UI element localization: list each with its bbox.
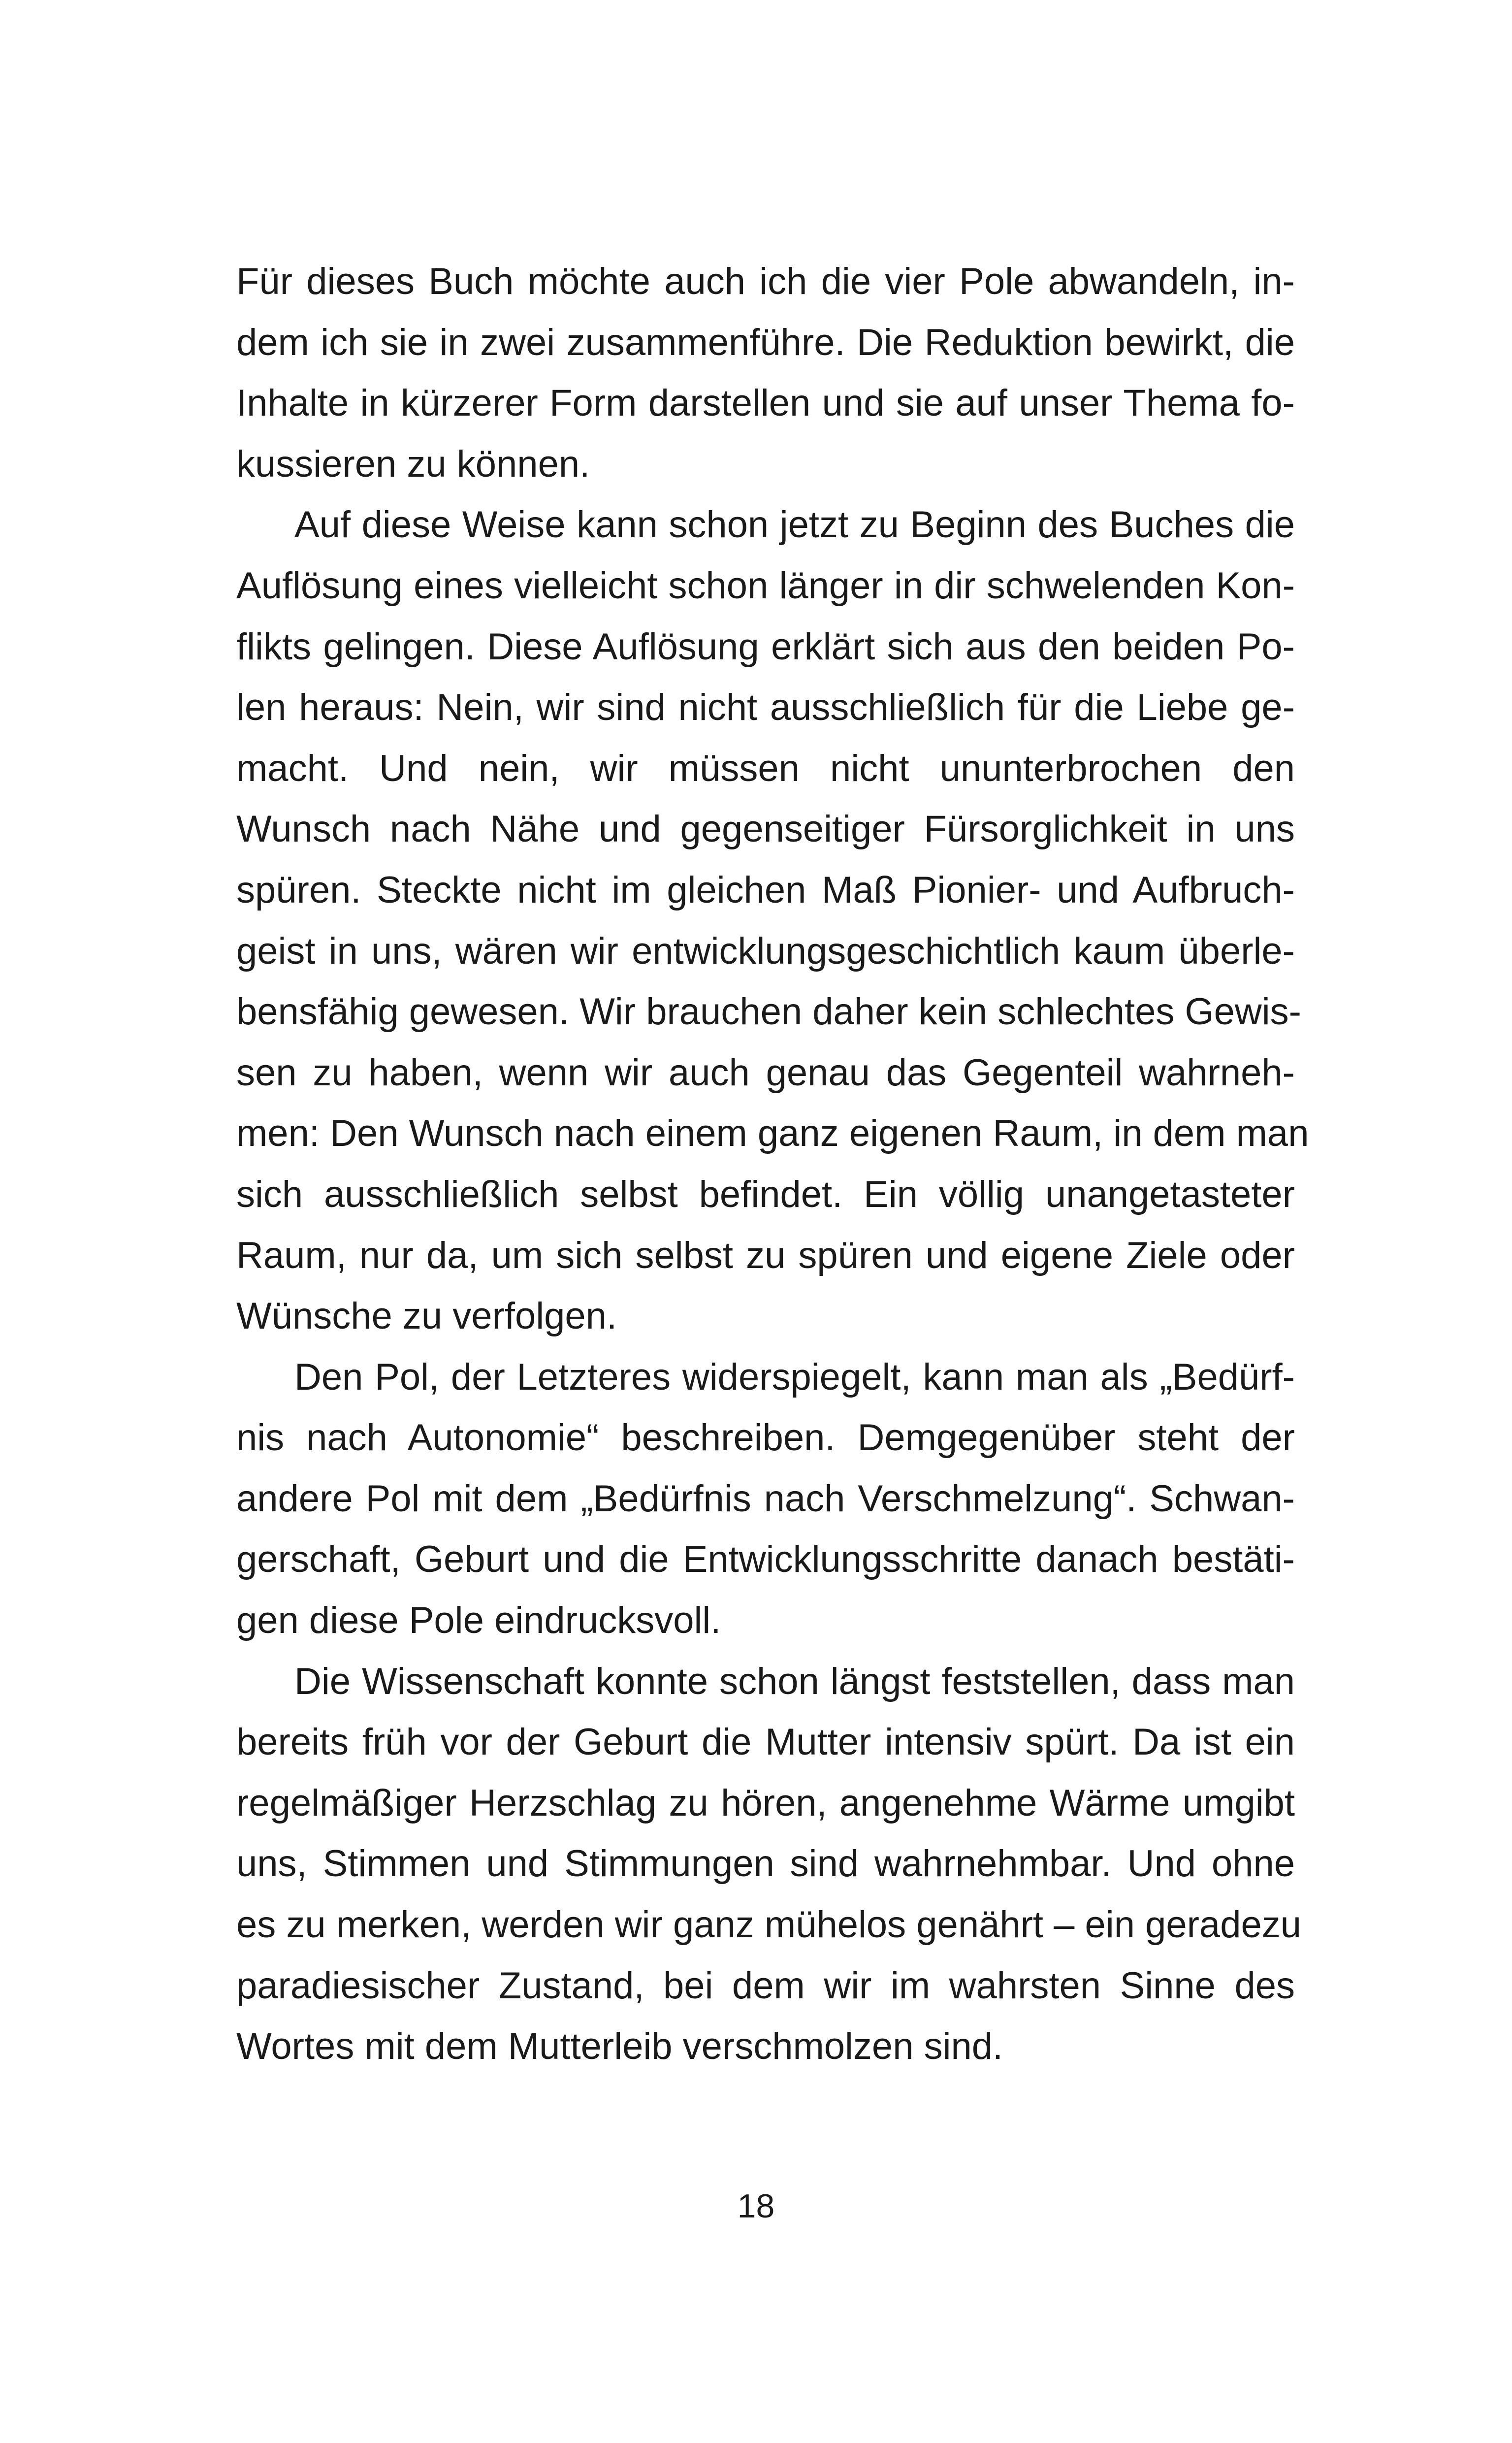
text-line: nis nach Autonomie“ beschreiben. Demgegenüber steht der: [236, 1417, 1295, 1459]
text-line: Inhalte in kürzerer Form darstellen und sie auf unser Thema fo-: [236, 382, 1295, 424]
page-number: 18: [737, 2187, 775, 2225]
text-line: Für dieses Buch möchte auch ich die vier Pole abwandeln, in-: [236, 261, 1295, 302]
text-line: Wortes mit dem Mutterleib verschmolzen sind.: [236, 2025, 1003, 2068]
text-line: flikts gelingen. Diese Auflösung erklärt sich aus den beiden Po-: [236, 625, 1295, 668]
text-line: regelmäßiger Herzschlag zu hören, angenehme Wärme umgibt: [236, 1782, 1295, 1824]
text-line: Auflösung eines vielleicht schon länger in dir schwelenden Kon-: [236, 564, 1295, 607]
text-line: dem ich sie in zwei zusammenführe. Die Reduktion bewirkt, die: [236, 321, 1295, 363]
text-line: geist in uns, wären wir entwicklungsgeschichtlich kaum überle-: [236, 930, 1295, 972]
text-line: Die Wissenschaft konnte schon längst feststellen, dass man: [294, 1660, 1295, 1702]
text-line: macht. Und nein, wir müssen nicht ununterbrochen den: [236, 747, 1295, 789]
text-line: len heraus: Nein, wir sind nicht ausschließlich für die Liebe ge-: [236, 686, 1295, 729]
text-line: sen zu haben, wenn wir auch genau das Gegenteil wahrneh-: [236, 1051, 1295, 1094]
text-line: bereits früh vor der Geburt die Mutter intensiv spürt. Da ist ein: [236, 1721, 1295, 1763]
text-line: kussieren zu können.: [236, 443, 590, 485]
text-line: uns, Stimmen und Stimmungen sind wahrnehmbar. Und ohne: [236, 1843, 1295, 1885]
text-line: andere Pol mit dem „Bedürfnis nach Verschmelzung“. Schwan-: [236, 1477, 1295, 1520]
text-line: gerschaft, Geburt und die Entwicklungsschritte danach bestäti-: [236, 1538, 1295, 1581]
text-line: Raum, nur da, um sich selbst zu spüren und eigene Ziele oder: [236, 1234, 1295, 1276]
text-line: es zu merken, werden wir ganz mühelos genährt – ein geradezu: [236, 1904, 1301, 1946]
body-text: [236, 251, 1309, 2077]
text-line: Wunsch nach Nähe und gegenseitiger Fürsorglichkeit in uns: [236, 808, 1295, 850]
text-line: Auf diese Weise kann schon jetzt zu Beginn des Buches die: [294, 504, 1295, 546]
text-line: sich ausschließlich selbst befindet. Ein völlig unangetasteter: [236, 1173, 1295, 1215]
text-line: men: Den Wunsch nach einem ganz eigenen Raum, in dem man: [236, 1112, 1309, 1155]
text-line: Wünsche zu verfolgen.: [236, 1295, 617, 1337]
text-line: gen diese Pole eindrucksvoll.: [236, 1599, 721, 1642]
text-line: bensfähig gewesen. Wir brauchen daher kein schlechtes Gewis-: [236, 991, 1301, 1033]
text-line: paradiesischer Zustand, bei dem wir im wahrsten Sinne des: [236, 1964, 1295, 2007]
text-line: spüren. Steckte nicht im gleichen Maß Pionier- und Aufbruch-: [236, 869, 1295, 911]
text-line: Den Pol, der Letzteres widerspiegelt, kann man als „Bedürf-: [294, 1356, 1295, 1398]
